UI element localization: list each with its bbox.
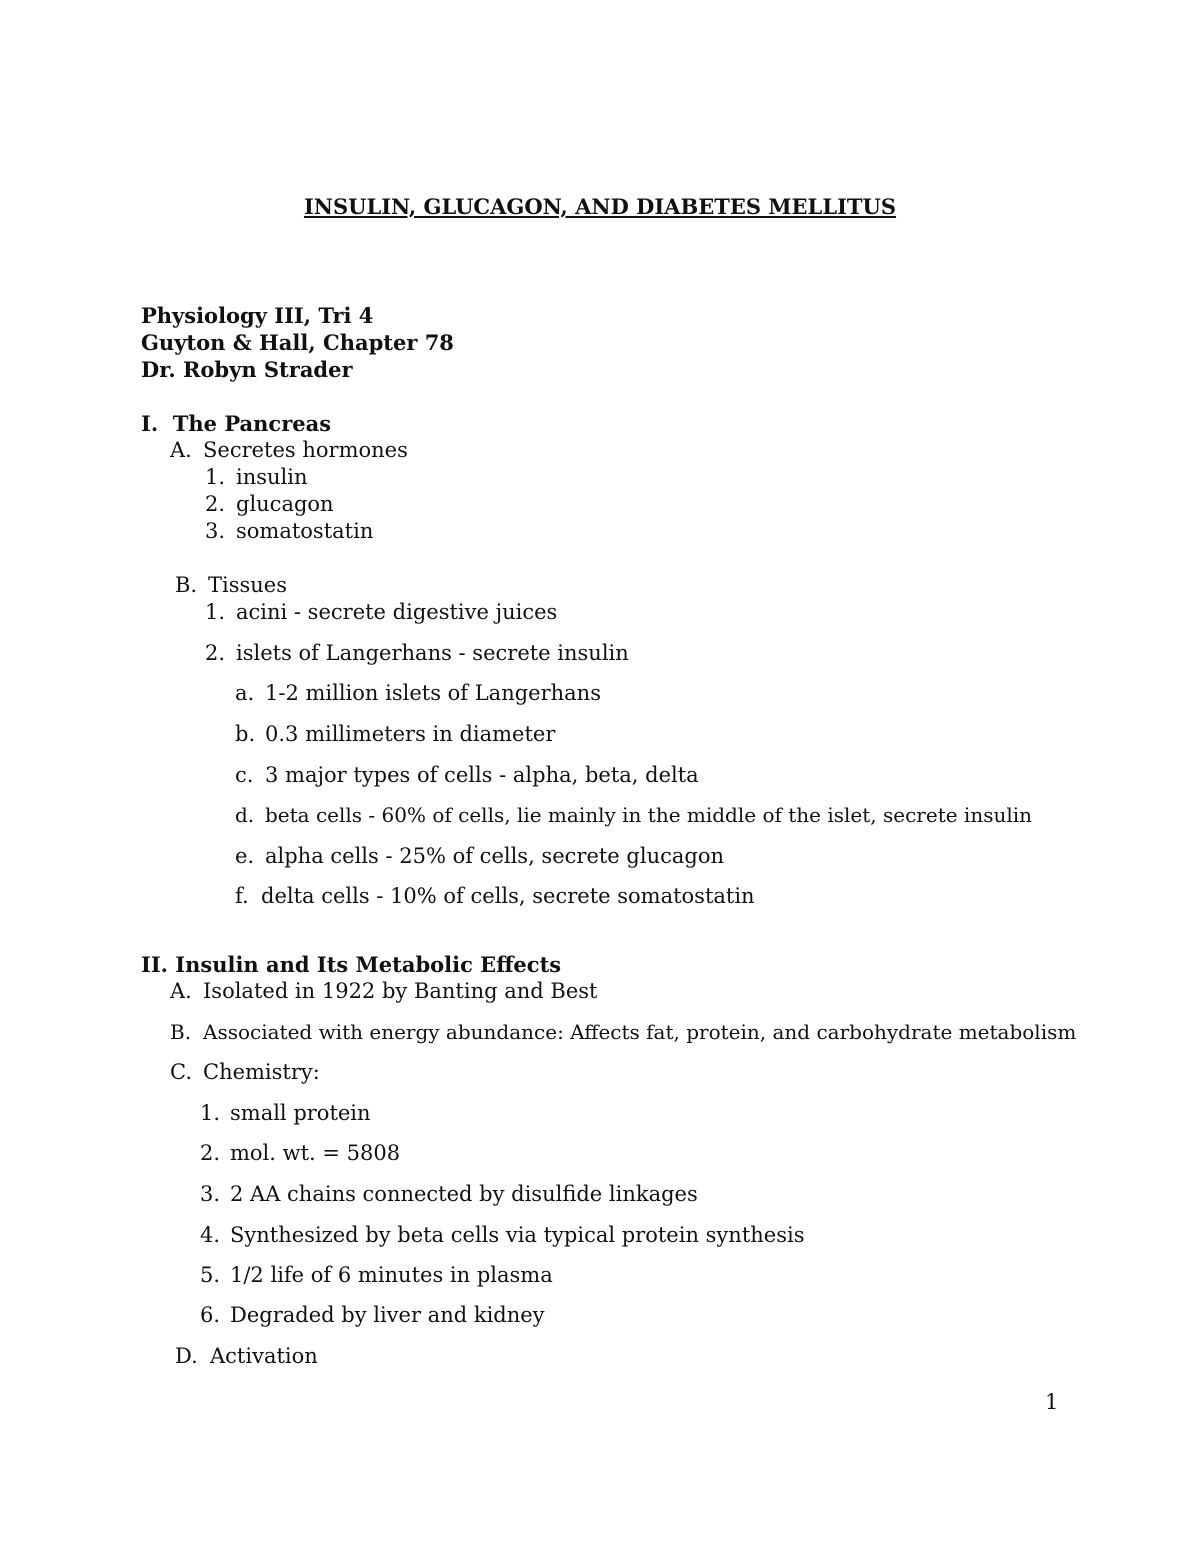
item-label: A. [170,979,192,1003]
chapter-line: Guyton & Hall, Chapter 78 [141,330,454,355]
subsubitem-text: 1-2 million islets of Langerhans [265,681,601,705]
outline-item [175,572,287,599]
outline-subsubitem [235,802,1032,829]
outline-subsubitem [235,762,699,789]
item-text: Associated with energy abundance: Affects fat, protein, and carbohydrate metabolism [203,1020,1077,1044]
subsubitem-label: b. [235,722,256,746]
subitem-label: 1. [200,1101,221,1125]
subitem-text: small protein [230,1101,371,1125]
subsubitem-label: d. [235,803,255,827]
subitem-label: 3. [200,1182,221,1206]
section-label: II. [141,952,168,977]
item-text: Secretes hormones [203,438,408,462]
subitem-text: acini - secrete digestive juices [236,600,558,624]
subitem-label: 1. [205,465,226,489]
outline-subitem [200,1222,804,1249]
subitem-label: 4. [200,1223,221,1247]
subsubitem-label: e. [235,844,255,868]
subitem-text: islets of Langerhans - secrete insulin [236,641,629,665]
outline-subitem [205,518,373,545]
outline-subitem [205,640,629,667]
outline-subitem [205,599,557,626]
outline-item [175,1343,318,1370]
subitem-text: Degraded by liver and kidney [230,1303,545,1327]
outline-item [170,437,408,464]
subsubitem-text: beta cells - 60% of cells, lie mainly in the middle of the islet, secrete insulin [265,803,1033,827]
section-heading [141,410,331,437]
subsubitem-text: delta cells - 10% of cells, secrete somatostatin [261,884,755,908]
outline-item [170,978,597,1005]
subsubitem-label: a. [235,681,255,705]
subitem-label: 6. [200,1303,221,1327]
item-label: C. [170,1060,192,1084]
course-line: Physiology III, Tri 4 [141,303,374,328]
section-title: The Pancreas [172,411,332,436]
subitem-text: somatostatin [236,519,374,543]
item-label: A. [170,438,192,462]
document-title: INSULIN, GLUCAGON, AND DIABETES MELLITUS [303,194,897,219]
subitem-text: Synthesized by beta cells via typical protein synthesis [230,1223,805,1247]
page-number: 1 [1045,1390,1059,1414]
subitem-text: 1/2 life of 6 minutes in plasma [230,1263,553,1287]
subitem-label: 2. [205,492,226,516]
outline-subitem [200,1181,698,1208]
section-title: Insulin and Its Metabolic Effects [175,952,562,977]
subsubitem-text: alpha cells - 25% of cells, secrete glucagon [265,844,724,868]
outline-subitem [200,1100,371,1127]
outline-subitem [205,491,334,518]
outline-subitem [205,464,308,491]
subitem-label: 2. [205,641,226,665]
section-label: I. [141,411,159,436]
subsubitem-label: c. [235,763,254,787]
subitem-label: 3. [205,519,226,543]
subitem-label: 5. [200,1263,221,1287]
outline-subsubitem [235,883,755,910]
item-label: B. [175,573,198,597]
subitem-label: 2. [200,1141,221,1165]
item-text: Activation [210,1344,318,1368]
item-text: Tissues [208,573,288,597]
subsubitem-text: 0.3 millimeters in diameter [265,722,556,746]
outline-subitem [200,1262,553,1289]
outline-subsubitem [235,843,724,870]
section-heading [141,951,561,978]
outline-subsubitem [235,680,601,707]
subitem-text: glucagon [236,492,334,516]
subitem-text: mol. wt. = 5808 [230,1141,401,1165]
outline-item [170,1019,1076,1046]
outline-subitem [200,1140,400,1167]
instructor-line: Dr. Robyn Strader [141,357,353,382]
subitem-text: 2 AA chains connected by disulfide linkages [230,1182,698,1206]
subsubitem-text: 3 major types of cells - alpha, beta, delta [265,763,699,787]
outline-subitem [200,1302,545,1329]
subitem-text: insulin [236,465,308,489]
outline-subsubitem [235,721,555,748]
outline-item [170,1059,320,1086]
item-text: Isolated in 1922 by Banting and Best [203,979,598,1003]
subsubitem-label: f. [235,884,249,908]
item-label: D. [175,1344,198,1368]
item-text: Chemistry: [203,1060,320,1084]
item-label: B. [170,1020,192,1044]
subitem-label: 1. [205,600,226,624]
